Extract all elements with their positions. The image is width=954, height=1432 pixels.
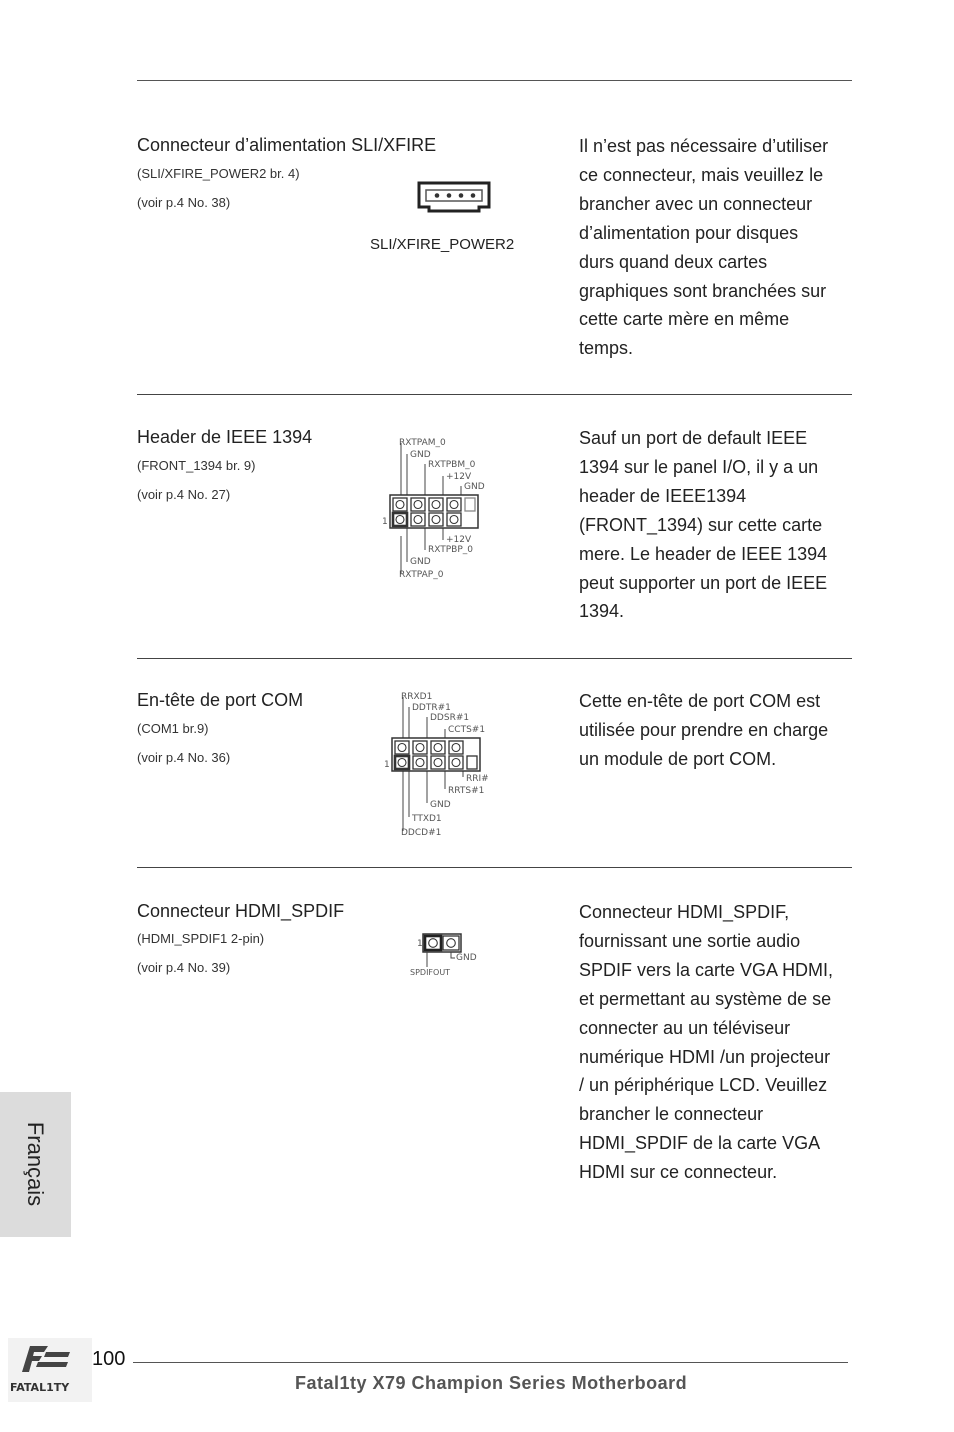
pin-label: DDSR#1 bbox=[430, 713, 470, 723]
pin-label: RXTPBM_0 bbox=[428, 460, 476, 470]
language-label: Français bbox=[23, 1121, 48, 1207]
section-sli-xfire bbox=[137, 132, 852, 372]
logo-text: FATAL1TY bbox=[10, 1381, 70, 1394]
section-description: Connecteur HDMI_SPDIF, fournissant une sortie audio SPDIF vers la carte VGA HDMI, et permettant au système de se connecter au un téléviseur numérique HDMI /un projecteur / un périphérique LCD. Veuillez brancher le connecteur HDMI_SPDIF de la carte VGA HDMI sur ce connecteur. bbox=[579, 902, 834, 1183]
pin-label: RXTPAP_0 bbox=[399, 570, 444, 580]
section-title: Connecteur d’alimentation SLI/XFIRE bbox=[137, 135, 437, 155]
section-divider bbox=[137, 867, 852, 868]
page-number: 100 bbox=[92, 1348, 126, 1370]
pin-label: DDCD#1 bbox=[401, 828, 442, 838]
pin-label: GND bbox=[456, 953, 477, 963]
ieee1394-header-diagram bbox=[381, 434, 503, 584]
pin-label: TTXD1 bbox=[412, 814, 442, 824]
section-ieee1394 bbox=[137, 424, 852, 644]
language-side-tab bbox=[0, 1092, 71, 1237]
pin-label: RRTS#1 bbox=[448, 786, 485, 796]
pin-label: GND bbox=[410, 450, 431, 460]
fatal1ty-logo-icon bbox=[8, 1338, 92, 1402]
section-reference: (voir p.4 No. 39) bbox=[137, 960, 231, 975]
pin1-marker: 1 bbox=[382, 517, 388, 527]
pin-label: RRI# bbox=[466, 774, 489, 784]
section-com-port bbox=[137, 687, 852, 857]
pin-label: GND bbox=[430, 800, 451, 810]
sli-power-connector-diagram bbox=[417, 180, 493, 214]
section-pin-info: (FRONT_1394 br. 9) bbox=[137, 458, 256, 473]
pin-label: DDTR#1 bbox=[412, 703, 451, 713]
section-description: Sauf un port de default IEEE 1394 sur le panel I/O, il y a un header de IEEE1394 (FRONT_1394) sur cette carte mere. Le header de IEEE 1394 peut supporter un port de IEEE 1394. bbox=[579, 428, 828, 622]
spdif-header-diagram bbox=[407, 930, 487, 982]
section-pin-info: (COM1 br.9) bbox=[137, 721, 209, 736]
pin-label: +12V bbox=[446, 472, 472, 482]
pin-label: GND bbox=[464, 482, 485, 492]
footer-rule bbox=[133, 1362, 848, 1363]
pin-label: RRXD1 bbox=[401, 692, 433, 702]
connector-label: SLI/XFIRE_POWER2 bbox=[370, 236, 515, 253]
pin1-marker: 1 bbox=[417, 939, 423, 949]
section-pin-info: (HDMI_SPDIF1 2-pin) bbox=[137, 931, 265, 946]
pin-label: SPDIFOUT bbox=[410, 968, 451, 977]
pin-label: RXTPBP_0 bbox=[428, 545, 474, 555]
section-title: Header de IEEE 1394 bbox=[137, 427, 313, 447]
section-title: En-tête de port COM bbox=[137, 690, 304, 710]
section-hdmi-spdif bbox=[137, 898, 852, 1198]
pin-label: GND bbox=[410, 557, 431, 567]
pin1-marker: 1 bbox=[384, 760, 390, 770]
section-description: Cette en-tête de port COM est utilisée pour prendre en charge un module de port COM. bbox=[579, 691, 829, 769]
section-divider bbox=[137, 394, 852, 395]
section-pin-info: (SLI/XFIRE_POWER2 br. 4) bbox=[137, 166, 300, 181]
com-header-diagram bbox=[383, 689, 503, 839]
section-title: Connecteur HDMI_SPDIF bbox=[137, 901, 345, 921]
section-reference: (voir p.4 No. 36) bbox=[137, 750, 231, 765]
section-description: Il n’est pas nécessaire d’utiliser ce connecteur, mais veuillez le brancher avec un connecteur d’alimentation pour disques durs quand deux cartes graphiques sont branchées sur cette carte mère en même temps. bbox=[579, 136, 829, 359]
pin-label: CCTS#1 bbox=[448, 725, 486, 735]
section-divider bbox=[137, 658, 852, 659]
footer-title: Fatal1ty X79 Champion Series Motherboard bbox=[295, 1373, 688, 1393]
pin-label: RXTPAM_0 bbox=[399, 438, 446, 448]
top-rule bbox=[137, 80, 852, 81]
section-reference: (voir p.4 No. 27) bbox=[137, 487, 231, 502]
section-reference: (voir p.4 No. 38) bbox=[137, 195, 231, 210]
pin-label: +12V bbox=[446, 535, 472, 545]
